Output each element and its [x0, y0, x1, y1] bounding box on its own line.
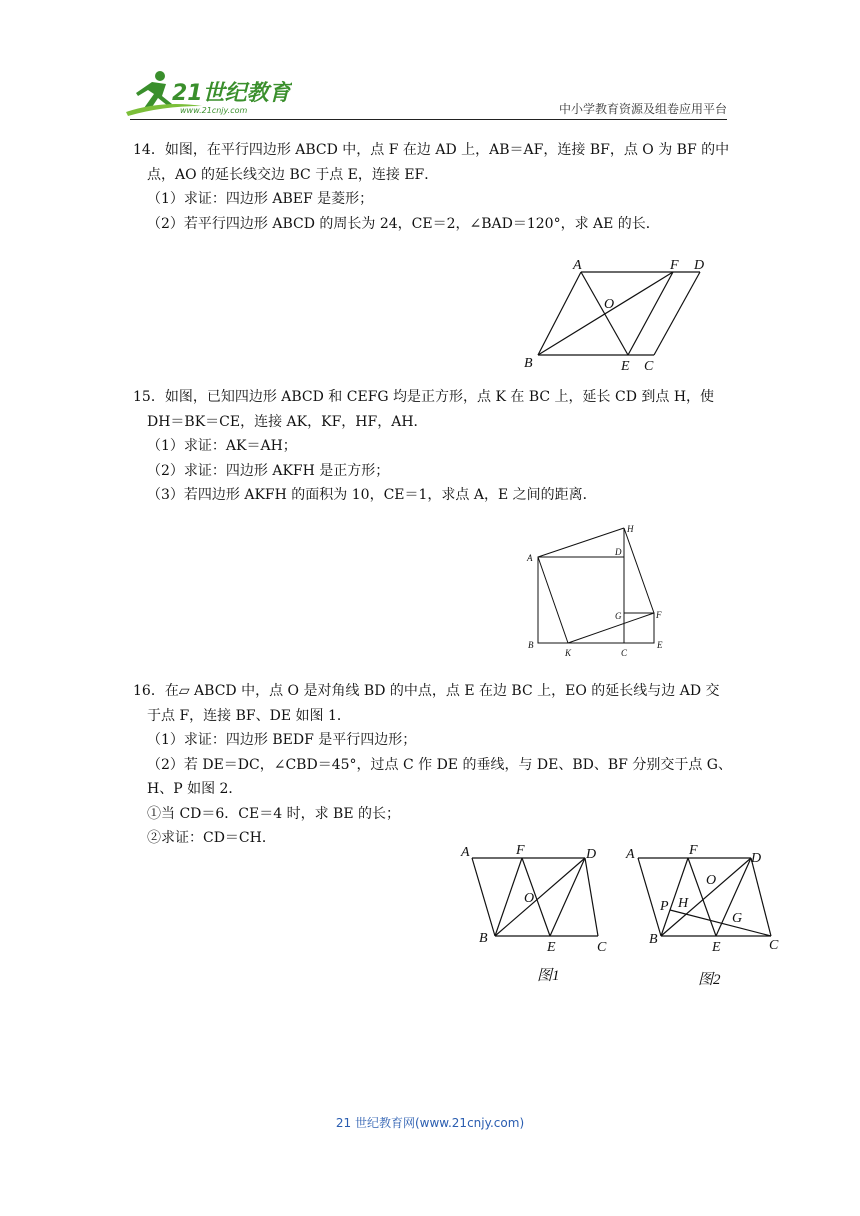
fig16b-label-p: P — [660, 899, 669, 914]
fig16b-label-a: A — [626, 847, 635, 862]
fig16b-label-d: D — [751, 851, 762, 866]
fig15-label-b: B — [528, 640, 534, 650]
fig14-label-e: E — [621, 359, 630, 374]
p15-q2: （2）求证：四边形 AKFH 是正方形； — [147, 462, 390, 479]
fig15-label-h: H — [627, 524, 634, 534]
figure-14 — [520, 252, 720, 376]
problem-15 — [133, 385, 733, 508]
fig15-label-a: A — [527, 553, 533, 563]
fig16a-label-e: E — [547, 940, 556, 955]
p14-line1: 14．如图，在平行四边形 ABCD 中，点 F 在边 AD 上，AB＝AF，连接 BF，点 O 为 BF 的中 — [133, 142, 730, 158]
fig16a-caption: 图1 — [537, 968, 560, 984]
site-logo — [122, 66, 292, 120]
fig16a-label-b: B — [479, 931, 488, 946]
fig14-label-f: F — [670, 258, 679, 273]
problem-14 — [133, 138, 733, 236]
fig16a-label-o: O — [524, 891, 535, 906]
header-divider — [130, 119, 727, 120]
p15-line1: 15．如图，已知四边形 ABCD 和 CEFG 均是正方形，点 K 在 BC 上，延长 CD 到点 H，使 — [133, 389, 715, 405]
fig15-label-f: F — [656, 610, 662, 620]
problem-16 — [133, 679, 733, 851]
fig16a-label-a: A — [461, 845, 470, 860]
fig14-label-b: B — [524, 356, 533, 371]
fig14-label-o: O — [604, 297, 615, 312]
fig16b-label-g: G — [732, 911, 743, 926]
figure-16-2 — [618, 838, 788, 988]
logo-text: 21世纪教育 — [172, 81, 291, 106]
fig16b-label-b: B — [649, 932, 658, 947]
p16-line2: 于点 F，连接 BF、DE 如图 1． — [147, 707, 351, 724]
fig15-label-d: D — [615, 547, 622, 557]
p15-q1: （1）求证：AK＝AH； — [147, 438, 297, 454]
fig15-label-c: C — [621, 648, 628, 658]
p15-line2: DH＝BK＝CE，连接 AK，KF，HF，AH． — [147, 413, 428, 430]
fig16b-label-c: C — [769, 938, 779, 953]
fig16a-label-d: D — [586, 847, 597, 862]
figure-15 — [520, 520, 670, 660]
logo-url: www.21cnjy.com — [180, 106, 248, 115]
fig14-label-a: A — [573, 258, 582, 273]
p16-q2a: （2）若 DE＝DC，∠CBD＝45°，过点 C 作 DE 的垂线，与 DE、BD、BF 分别交于点 G、 — [147, 756, 732, 773]
fig14-label-d: D — [694, 258, 705, 273]
p16-q2b: H、P 如图 2． — [147, 781, 243, 797]
p16-line1: 16．在▱ ABCD 中，点 O 是对角线 BD 的中点，点 E 在边 BC 上，EO 的延长线与边 AD 交 — [133, 683, 720, 699]
fig16b-label-e: E — [712, 940, 721, 955]
fig16b-label-f: F — [689, 843, 698, 858]
fig16b-label-h: H — [678, 896, 689, 911]
platform-name: 中小学教育资源及组卷应用平台 — [558, 102, 727, 116]
fig15-label-k: K — [565, 648, 572, 658]
fig15-label-g: G — [615, 611, 622, 621]
p16-s1: ①当 CD＝6．CE＝4 时，求 BE 的长； — [147, 805, 400, 822]
fig16b-caption: 图2 — [698, 972, 721, 988]
p14-line2: 点，AO 的延长线交边 BC 于点 E，连接 EF． — [147, 166, 439, 183]
footer-link[interactable]: 21 世纪教育网(www.21cnjy.com) — [335, 1116, 525, 1130]
p16-q1: （1）求证：四边形 BEDF 是平行四边形； — [147, 732, 417, 748]
fig14-label-c: C — [644, 359, 654, 374]
p14-q1: （1）求证：四边形 ABEF 是菱形； — [147, 191, 374, 207]
figure-16-1 — [455, 838, 620, 988]
p15-q3: （3）若四边形 AKFH 的面积为 10，CE＝1，求点 A，E 之间的距离． — [147, 487, 597, 503]
fig16a-label-c: C — [597, 940, 607, 955]
p14-q2: （2）若平行四边形 ABCD 的周长为 24，CE＝2，∠BAD＝120°，求 AE 的长． — [147, 215, 660, 232]
fig15-label-e: E — [657, 640, 663, 650]
fig16a-label-f: F — [516, 843, 525, 858]
fig16b-label-o: O — [706, 873, 717, 888]
p16-s2: ②求证：CD＝CH． — [147, 830, 276, 846]
